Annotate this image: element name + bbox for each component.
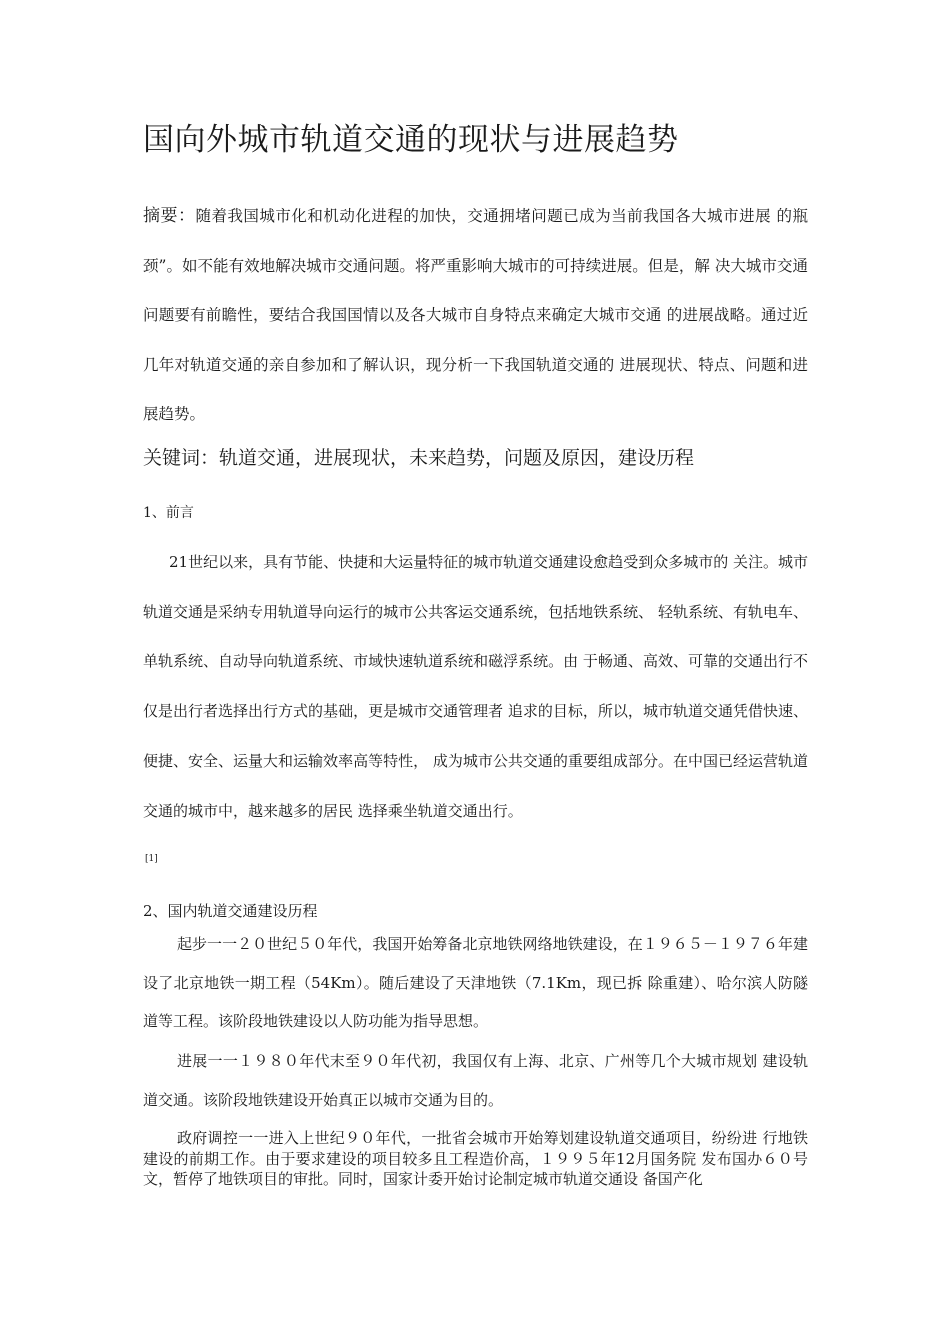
document-title: 国向外城市轨道交通的现状与进展趋势 — [143, 122, 679, 158]
history-paragraph-regulation: 政府调控一一进入上世纪９０年代，一批省会城市开始筹划建设轨道交通项目，纷纷进 行地铁建设的前期工作。由于要求建设的项目较多且工程造价高，１９９５年12月国务院 发布国办６０号文，暂停了地铁项目的审批。同时，国家计委开始讨论制定城市轨道交通设 备国产化 — [143, 1129, 808, 1188]
abstract-text: 随着我国城市化和机动化进程的加快，交通拥堵问题已成为当前我国各大城市进展 的瓶颈”。如不能有效地解决城市交通问题。将严重影响大城市的可持续进展。但是，解 决大城市交通问题要有前瞻性，要结合我国国情以及各大城市自身特点来确定大城市交通 的进展战略。通过近几年对轨道交通的亲自参加和了解认识，现分析一下我国轨道交通的 进展现状、特点、问题和进展趋势。 — [143, 207, 808, 423]
abstract-paragraph — [143, 192, 808, 440]
section-1-heading: 1、前言 — [143, 505, 194, 521]
keywords-line: 关键词：轨道交通，进展现状，未来趋势，问题及原因，建设历程 — [143, 447, 695, 469]
history-paragraph-development: 进展一一１９８０年代末至９０年代初，我国仅有上海、北京、广州等几个大城市规划 建设轨道交通。该阶段地铁建设开始真正以城市交通为目的。 — [143, 1052, 808, 1109]
citation-marker: [1] — [145, 854, 158, 864]
history-paragraph-start: 起步一一２０世纪５０年代，我国开始筹备北京地铁网络地铁建设，在１９６５－１９７６年建设了北京地铁一期工程（54Km）。随后建设了天津地铁（7.1Km，现已拆 除重建）、哈尔滨人防隧道等工程。该阶段地铁建设以人防功能为指导思想。 — [143, 935, 808, 1030]
section-1-paragraph: 21世纪以来，具有节能、快捷和大运量特征的城市轨道交通建设愈趋受到众多城市的 关注。城市轨道交通是采纳专用轨道导向运行的城市公共客运交通系统，包括地铁系统、 轻轨系统、有轨电车、单轨系统、自动导向轨道系统、市域快速轨道系统和磁浮系统。由 于畅通、高效、可靠的交通出行不仅是出行者选择出行方式的基础，更是城市交通管理者 追求的目标，所以，城市轨道交通凭借快速、便捷、安全、运量大和运输效率高等特性， 成为城市公共交通的重要组成部分。在中国已经运营轨道交通的城市中，越来越多的居民 选择乘坐轨道交通出行。 — [143, 553, 808, 820]
abstract-label: 摘要： — [143, 206, 196, 226]
section-2-heading: 2、国内轨道交通建设历程 — [143, 902, 318, 920]
